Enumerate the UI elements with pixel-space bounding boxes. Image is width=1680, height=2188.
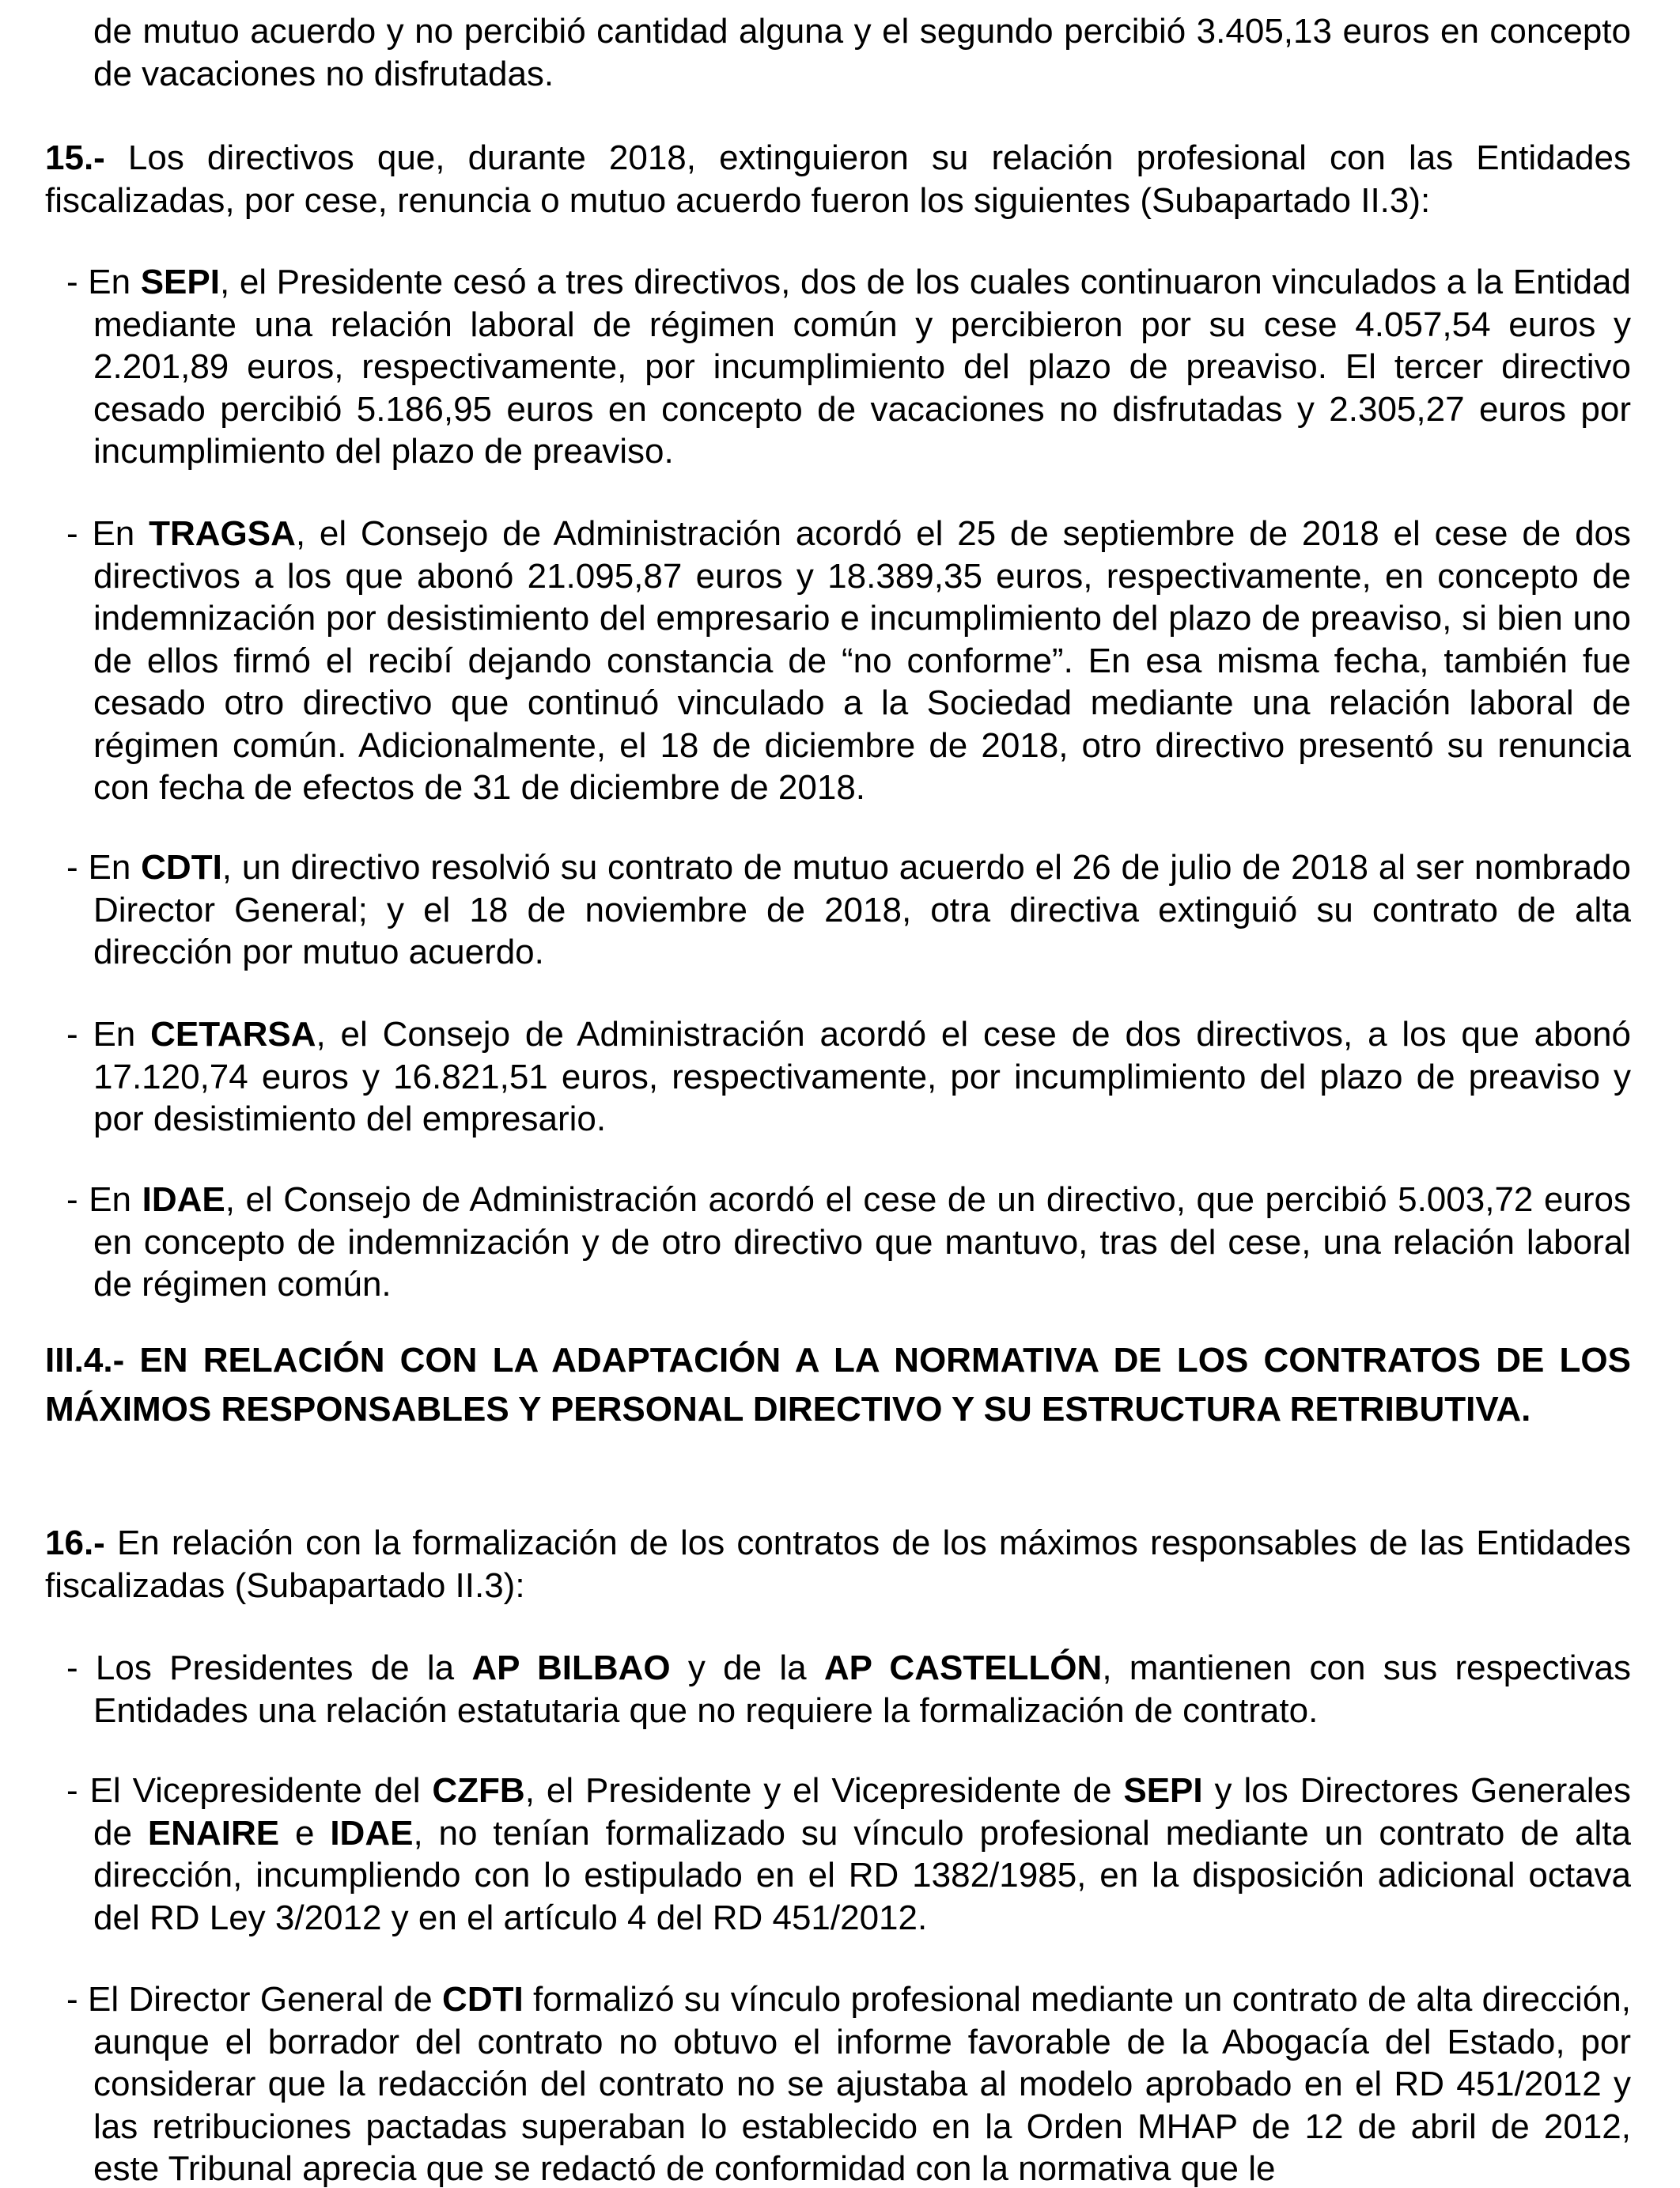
- list-item-tragsa: - En TRAGSA, el Consejo de Administración acordó el 25 de septiembre de 2018 el cese de dos directivos a los que abonó 21.095,87 euros y 18.389,35 euros, respectivamente, en concepto de indemnización por desistimiento del empresario e incumplimiento del plazo de preaviso, si bien uno de ellos firmó el recibí dejando constancia de “no conforme”. En esa misma fecha, también fue cesado otro directivo que continuó vinculado a la Sociedad mediante una relación laboral de régimen común. Adicionalmente, el 18 de diciembre de 2018, otro directivo presentó su renuncia con fecha de efectos de 31 de diciembre de 2018.: [66, 514, 1632, 807]
- paragraph-15: [45, 137, 1631, 221]
- entity-name: ENAIRE: [147, 1813, 280, 1853]
- entity-name: SEPI: [140, 263, 220, 301]
- list-item-ap-presidents: - Los Presidentes de la AP BILBAO y de la AP CASTELLÓN, mantienen con sus respectivas Entidades una relación estatutaria que no requiere la formalización de contrato.: [66, 1649, 1631, 1730]
- entity-name: CDTI: [141, 848, 222, 887]
- entity-name: AP CASTELLÓN: [823, 1649, 1103, 1687]
- entity-name: IDAE: [330, 1813, 414, 1853]
- list-item-cetarsa: - En CETARSA, el Consejo de Administración acordó el cese de dos directivos, a los que abonó 17.120,74 euros y 16.821,51 euros, respectivamente, por incumplimiento del plazo de preaviso y por desistimiento del empresario.: [66, 1015, 1631, 1138]
- list-item-idae: - En IDAE, el Consejo de Administración acordó el cese de un directivo, que percibió 5.003,72 euros en concepto de indemnización y de otro directivo que mantuvo, tras del cese, una relación laboral de régimen común.: [66, 1180, 1632, 1304]
- list-item-cdti: - En CDTI, un directivo resolvió su contrato de mutuo acuerdo el 26 de julio de 2018 al ser nombrado Director General; y el 18 de noviembre de 2018, otra directiva extinguió su contrato de alta dirección por mutuo acuerdo.: [66, 848, 1631, 971]
- entity-name: CDTI: [442, 1980, 524, 2019]
- list-item-sepi: - En SEPI, el Presidente cesó a tres directivos, dos de los cuales continuaron vinculados a la Entidad mediante una relación laboral de régimen común y percibieron por su cese 4.057,54 euros y 2.201,89 euros, respectivamente, por incumplimiento del plazo de preaviso. El tercer directivo cesado percibió 5.186,95 euros en concepto de vacaciones no disfrutadas y 2.305,27 euros por incumplimiento del plazo de preaviso.: [66, 263, 1631, 471]
- paragraph-text: En relación con la formalización de los contratos de los máximos responsables de las Entidades fiscalizadas (Subapartado II.3):: [45, 1524, 1631, 1605]
- section-heading: III.4.- EN RELACIÓN CON LA ADAPTACIÓN A LA NORMATIVA DE LOS CONTRATOS DE LOS MÁXIMOS RESPONSABLES Y PERSONAL DIRECTIVO Y SU ESTRUCTURA RETRIBUTIVA.: [45, 1341, 1631, 1429]
- paragraph-number: 15.-: [45, 138, 105, 177]
- entity-name: AP BILBAO: [471, 1649, 671, 1687]
- entity-name: CZFB: [432, 1771, 525, 1810]
- paragraph-16: [45, 1522, 1631, 1607]
- entity-name: CETARSA: [150, 1015, 316, 1054]
- paragraph-number: 16.-: [45, 1524, 105, 1562]
- list-item-unformalized-contracts: - El Vicepresidente del CZFB, el Presidente y el Vicepresidente de SEPI y los Directores Generales de ENAIRE e IDAE, no tenían formalizado su vínculo profesional mediante un contrato de alta dirección, incumpliendo con lo estipulado en el RD 1382/1985, en la disposición adicional octava del RD Ley 3/2012 y en el artículo 4 del RD 451/2012.: [66, 1771, 1632, 1937]
- continuation-paragraph: de mutuo acuerdo y no percibió cantidad alguna y el segundo percibió 3.405,13 euros en concepto de vacaciones no disfrutadas.: [93, 12, 1631, 93]
- entity-name: TRAGSA: [149, 514, 296, 553]
- paragraph-text: Los directivos que, durante 2018, extinguieron su relación profesional con las Entidades fiscalizadas, por cese, renuncia o mutuo acuerdo fueron los siguientes (Subapartado II.3):: [45, 138, 1631, 220]
- list-item-cdti-director: - El Director General de CDTI formalizó su vínculo profesional mediante un contrato de alta dirección, aunque el borrador del contrato no obtuvo el informe favorable de la Abogacía del Estado, por considerar que la redacción del contrato no se ajustaba al modelo aprobado en el RD 451/2012 y las retribuciones pactadas superaban lo establecido en la Orden MHAP de 12 de abril de 2012, este Tribunal aprecia que se redactó de conformidad con la normativa que le: [66, 1980, 1631, 2188]
- entity-name: SEPI: [1123, 1771, 1203, 1810]
- entity-name: IDAE: [142, 1180, 225, 1219]
